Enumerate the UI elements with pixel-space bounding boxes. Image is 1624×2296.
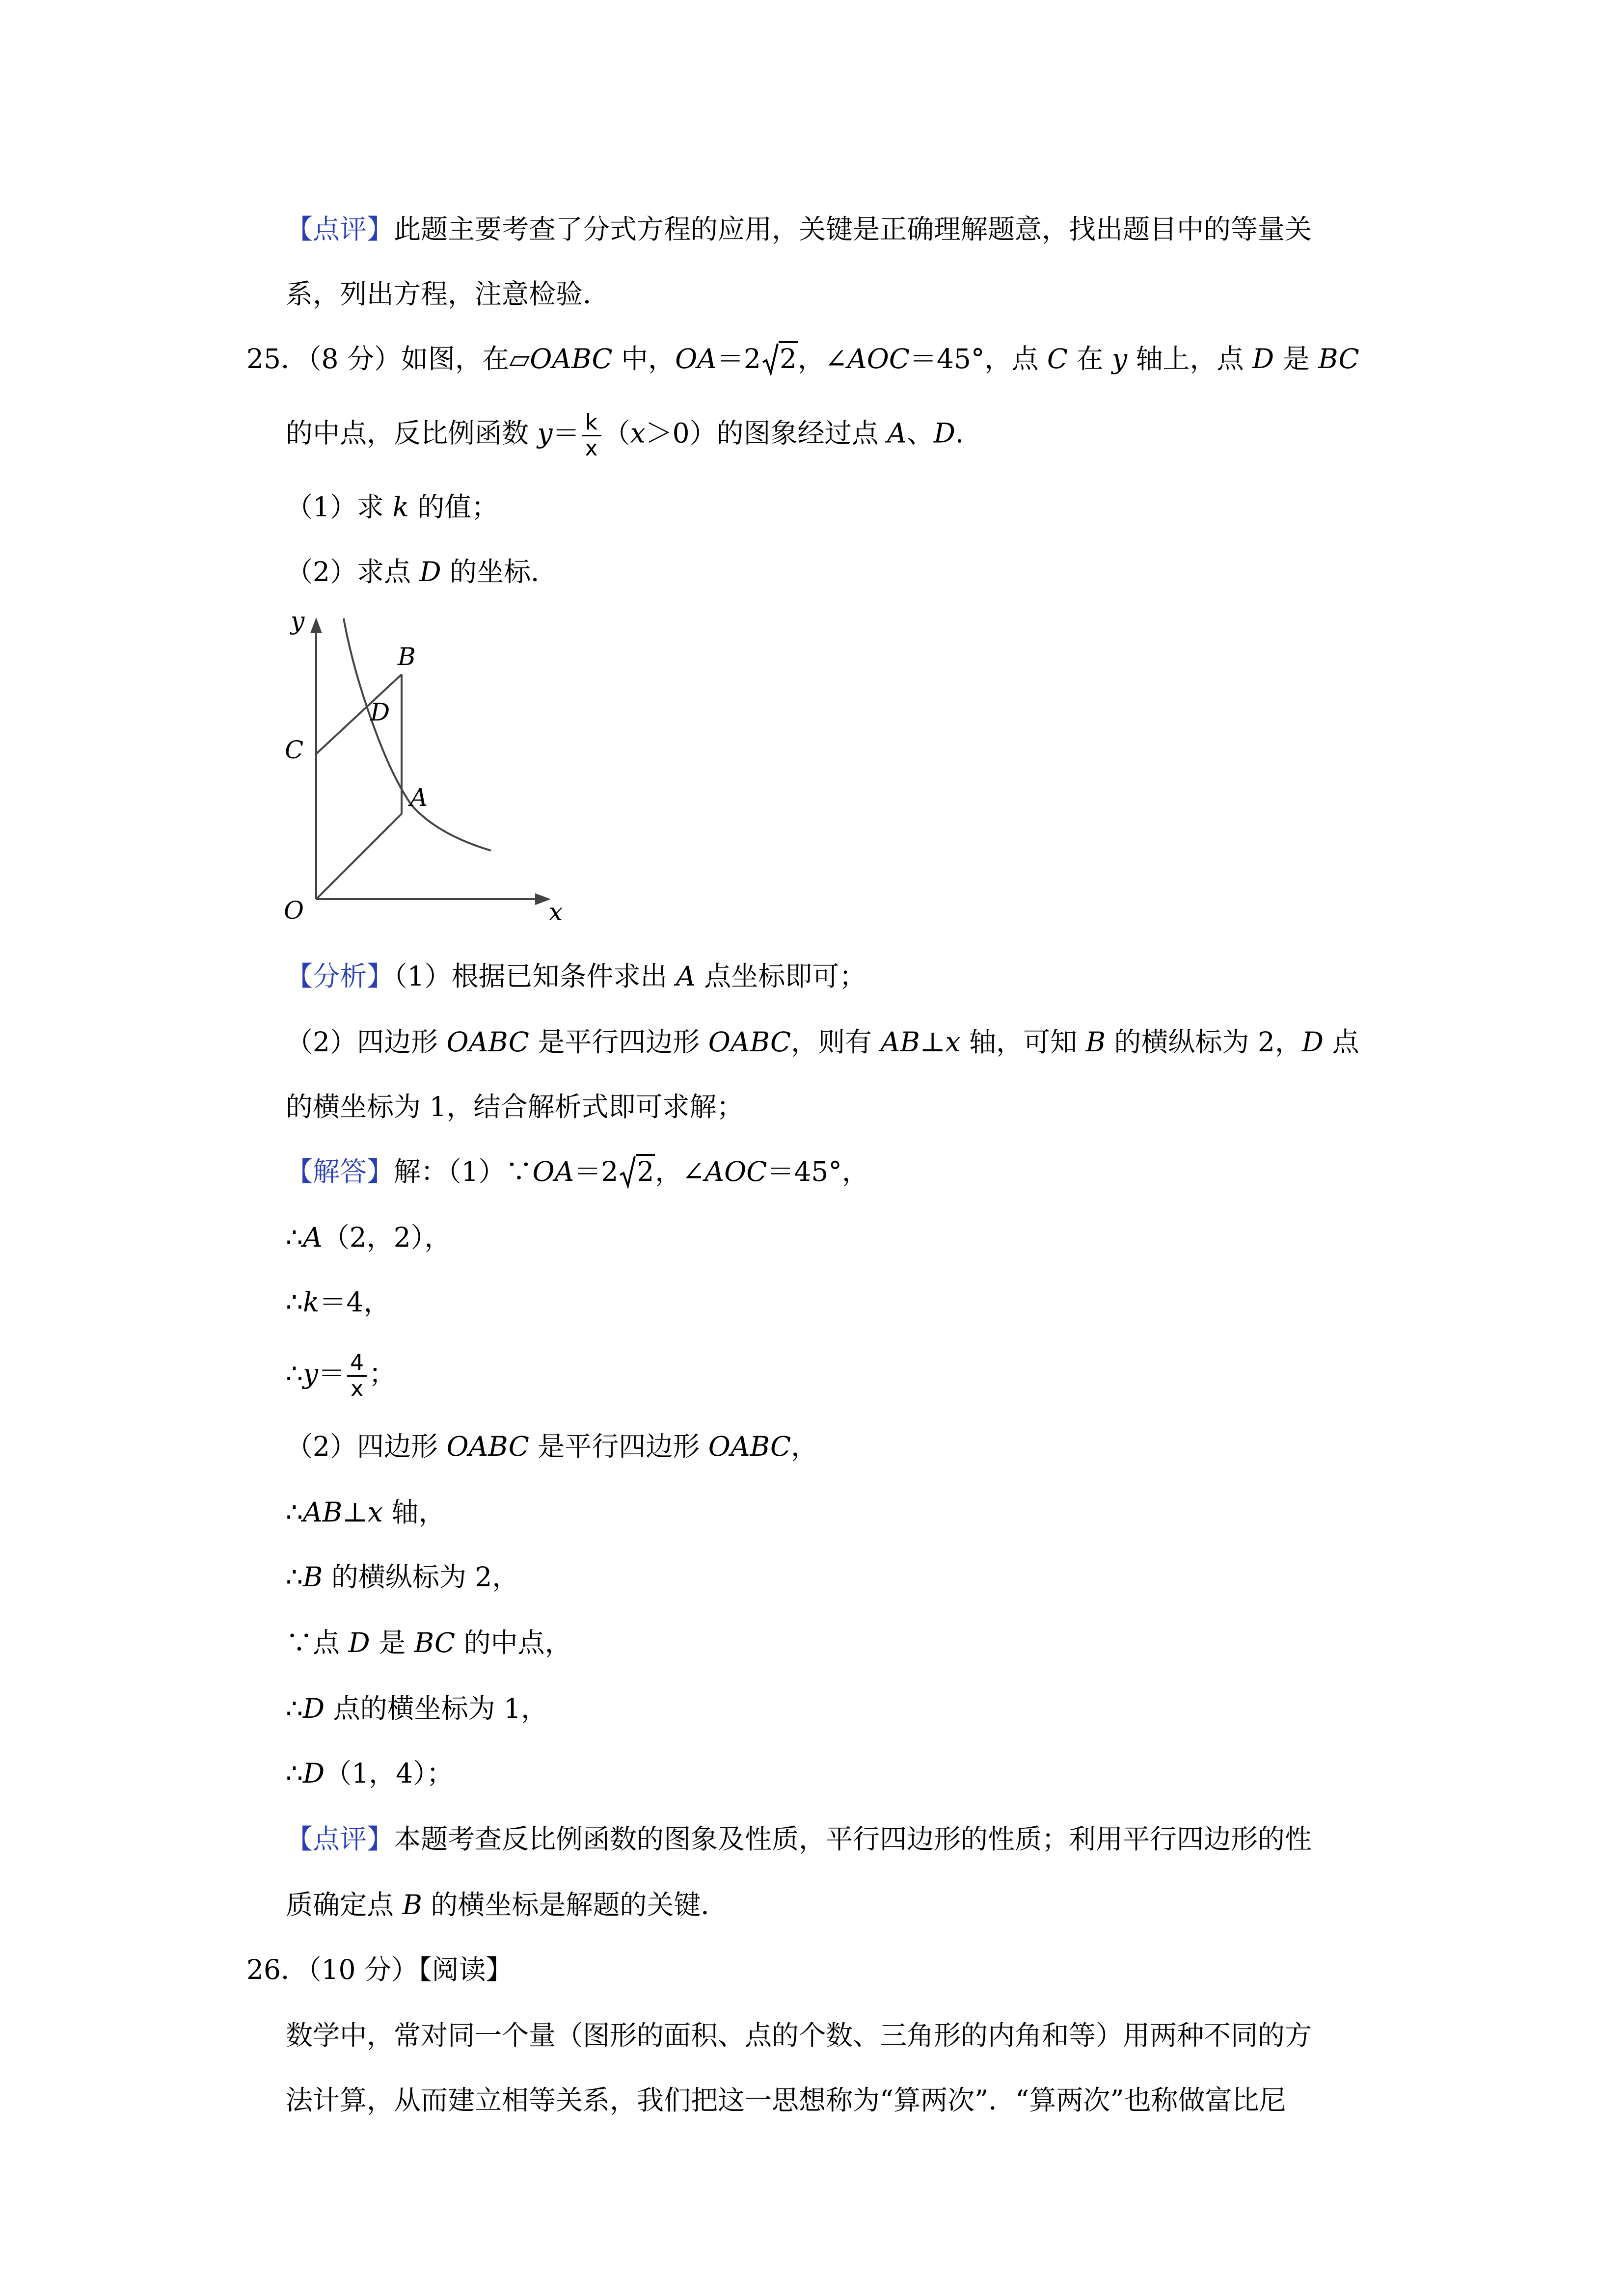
solution-line-7: ∴B 的横纵标为 2， — [286, 1561, 519, 1593]
question-number: 26． — [246, 1954, 308, 1985]
fraction-k-over-x: $\frac{k}{x}$ — [582, 410, 601, 461]
solution-line-5: （2）四边形 OABC 是平行四边形 OABC， — [286, 1431, 818, 1462]
question-number: 25． — [246, 343, 308, 374]
label-x: x — [549, 898, 563, 926]
q25-line-2: 的中点，反比例函数 y＝ $\frac{k}{x}$ （x＞0）的图象经过点 A、D． — [286, 410, 982, 461]
analysis-tag: 【分析】 — [286, 961, 394, 992]
parallelogram-figure — [280, 609, 574, 933]
label-a: A — [410, 783, 428, 812]
solution-line-2: ∴A（2，2）， — [286, 1222, 452, 1253]
label-y: y — [291, 609, 305, 635]
solution-line-10: ∴D（1，4）； — [286, 1758, 454, 1789]
label-b: B — [398, 642, 416, 671]
analysis-line-1: 【分析】（1）根据已知条件求出 A 点坐标即可； — [286, 961, 866, 992]
solution-line-3: ∴k＝4， — [286, 1286, 391, 1318]
fraction-4-over-x: $\frac{4}{x}$ — [347, 1351, 367, 1401]
segment-oa — [316, 814, 402, 899]
y-axis-arrow — [310, 617, 322, 633]
solution-line-6: ∴AB⊥x 轴， — [286, 1496, 446, 1528]
analysis-line-2: （2）四边形 OABC 是平行四边形 OABC，则有 AB⊥x 轴，可知 B 的横纵标为 2，D 点 — [286, 1026, 1359, 1058]
q25-line-1: 25．（8 分）如图，在▱OABC 中，OA＝2 2，∠AOC＝45°，点 C 在 y 轴上，点 D 是 BC — [246, 342, 1359, 376]
q25-sub-2: （2）求点 D 的坐标． — [286, 556, 558, 587]
solution-line-1: 【解答】解：（1）∵OA＝2 2，∠AOC＝45°， — [286, 1154, 869, 1189]
solution-line-8: ∵点 D 是 BC 的中点， — [286, 1627, 572, 1658]
review-tag: 【点评】 — [286, 214, 394, 245]
label-o: O — [284, 896, 304, 925]
review-top-line-2: 系，列出方程，注意检验． — [286, 278, 610, 310]
q26-line-1: 26．（10 分）【阅读】 — [246, 1954, 513, 1985]
solution-line-4: ∴y＝ $\frac{4}{x}$ ； — [286, 1350, 396, 1401]
review-bottom-line-1: 【点评】本题考查反比例函数的图象及性质，平行四边形的性质；利用平行四边形的性 — [286, 1823, 1312, 1855]
label-d: D — [370, 698, 390, 726]
hyperbola-curve — [344, 618, 491, 851]
review-bottom-line-2: 质确定点 B 的横坐标是解题的关键． — [286, 1889, 728, 1921]
review-tag: 【点评】 — [286, 1823, 394, 1855]
sqrt-symbol: 2 — [762, 342, 798, 376]
q25-sub-1: （1）求 k 的值； — [286, 491, 499, 523]
q26-line-3: 法计算，从而建立相等关系，我们把这一思想称为“算两次”．“算两次”也称做富比尼 — [286, 2084, 1286, 2116]
q26-line-2: 数学中，常对同一个量（图形的面积、点的个数、三角形的内角和等）用两种不同的方 — [286, 2020, 1312, 2051]
review-top-line-1: 【点评】此题主要考查了分式方程的应用，关键是正确理解题意，找出题目中的等量关 — [286, 214, 1312, 245]
analysis-line-3: 的横坐标为 1，结合解析式即可求解； — [286, 1091, 744, 1122]
solution-line-9: ∴D 点的横坐标为 1， — [286, 1693, 548, 1724]
label-c: C — [285, 736, 304, 764]
solution-tag: 【解答】 — [286, 1156, 394, 1187]
sqrt-symbol: 2 — [619, 1154, 655, 1189]
